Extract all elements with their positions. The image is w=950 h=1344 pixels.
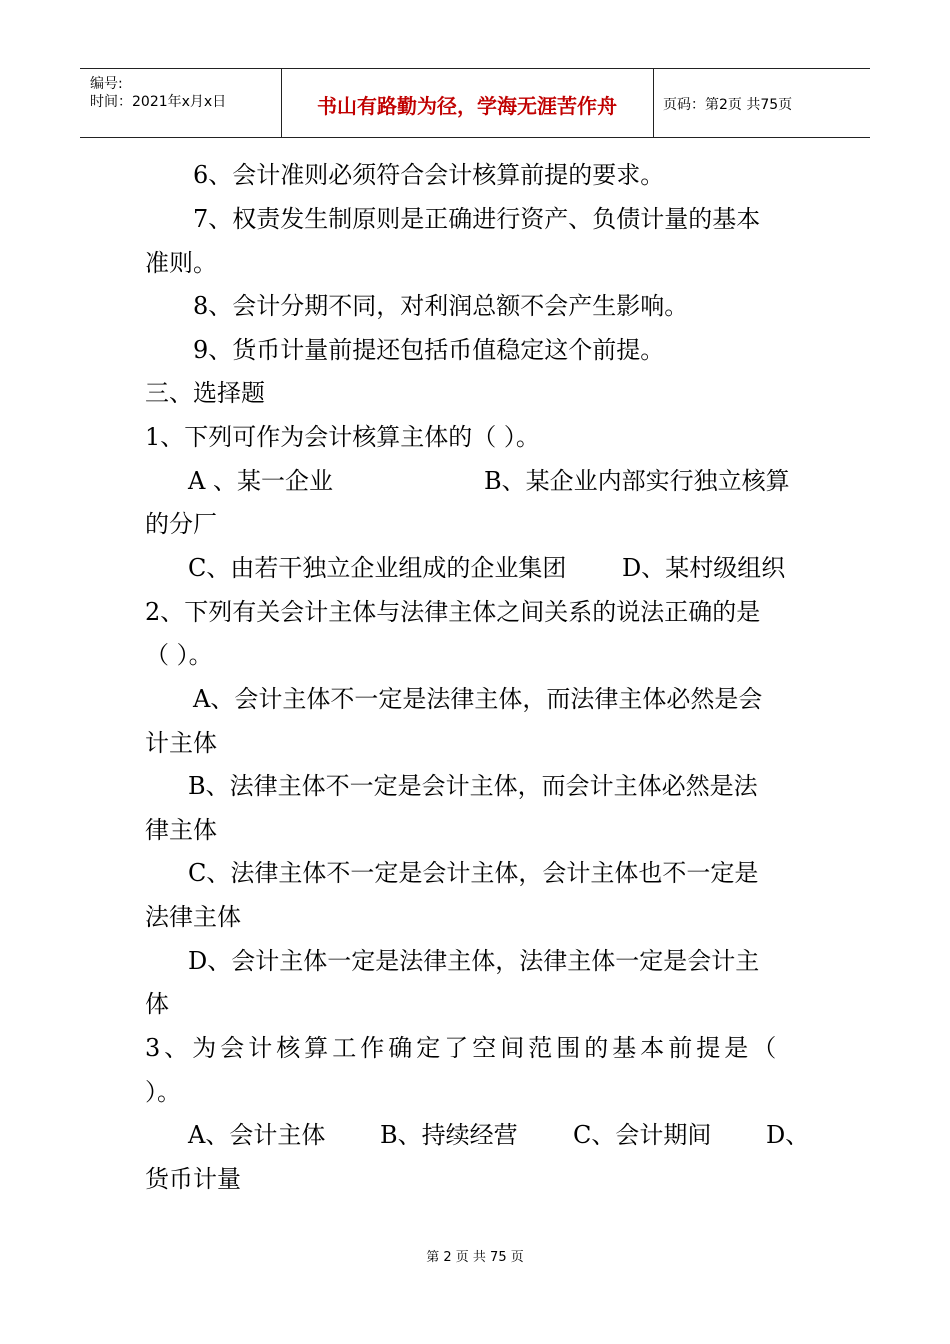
section-heading: 三、选择题 [145,379,265,407]
option-d: D、 [766,1121,810,1149]
header-left-cell [80,69,282,137]
option-b: B、某企业内部实行独立核算 [484,467,790,495]
text-line: （ ）。 [145,641,213,669]
option-a: A、会计主体不一定是法律主体，而法律主体必然是会 [193,685,763,713]
text-line: 6、会计准则必须符合会计核算前提的要求。 [193,161,665,189]
text-line: 7、权责发生制原则是正确进行资产、负债计量的基本 [193,205,761,233]
header-right-cell [653,69,870,137]
text-line: 货币计量 [145,1165,241,1193]
page-info: 页码：第2页 共75页 [663,97,793,113]
time-label: 时间：2021年x月x日 [90,94,227,110]
option-c: C、法律主体不一定是会计主体，会计主体也不一定是 [188,859,759,887]
option-c: C、会计期间 [573,1121,712,1149]
serial-label: 编号: [90,76,123,92]
text-line: 9、货币计量前提还包括币值稳定这个前提。 [193,336,665,364]
question-1: 1、下列可作为会计核算主体的（ ）。 [145,423,540,451]
option-d: D、某村级组织 [622,554,786,582]
text-line: 8、会计分期不同，对利润总额不会产生影响。 [193,292,689,320]
page-header [80,68,870,138]
option-d: D、会计主体一定是法律主体，法律主体一定是会计主 [188,947,760,975]
text-line: 的分厂 [145,510,217,538]
option-c: C、由若干独立企业组成的企业集团 [188,554,567,582]
question-2: 2、下列有关会计主体与法律主体之间关系的说法正确的是 [145,598,761,626]
option-b: B、持续经营 [380,1121,518,1149]
text-line: 法律主体 [145,903,241,931]
text-line: 计主体 [145,729,217,757]
motto-text: 书山有路勤为径，学海无涯苦作舟 [317,94,617,118]
text-line: 体 [145,990,169,1018]
option-a: A 、某一企业 [188,467,333,495]
text-line: ）。 [145,1078,181,1106]
option-a: A、会计主体 [188,1121,326,1149]
text-line: 律主体 [145,816,217,844]
option-b: B、法律主体不一定是会计主体，而会计主体必然是法 [188,772,758,800]
question-3: 3、为会计核算工作确定了空间范围的基本前提是（ [145,1034,781,1062]
text-line: 准则。 [145,249,217,277]
page-footer: 第 2 页 共 75 页 [426,1250,524,1265]
header-motto-cell [281,69,654,137]
